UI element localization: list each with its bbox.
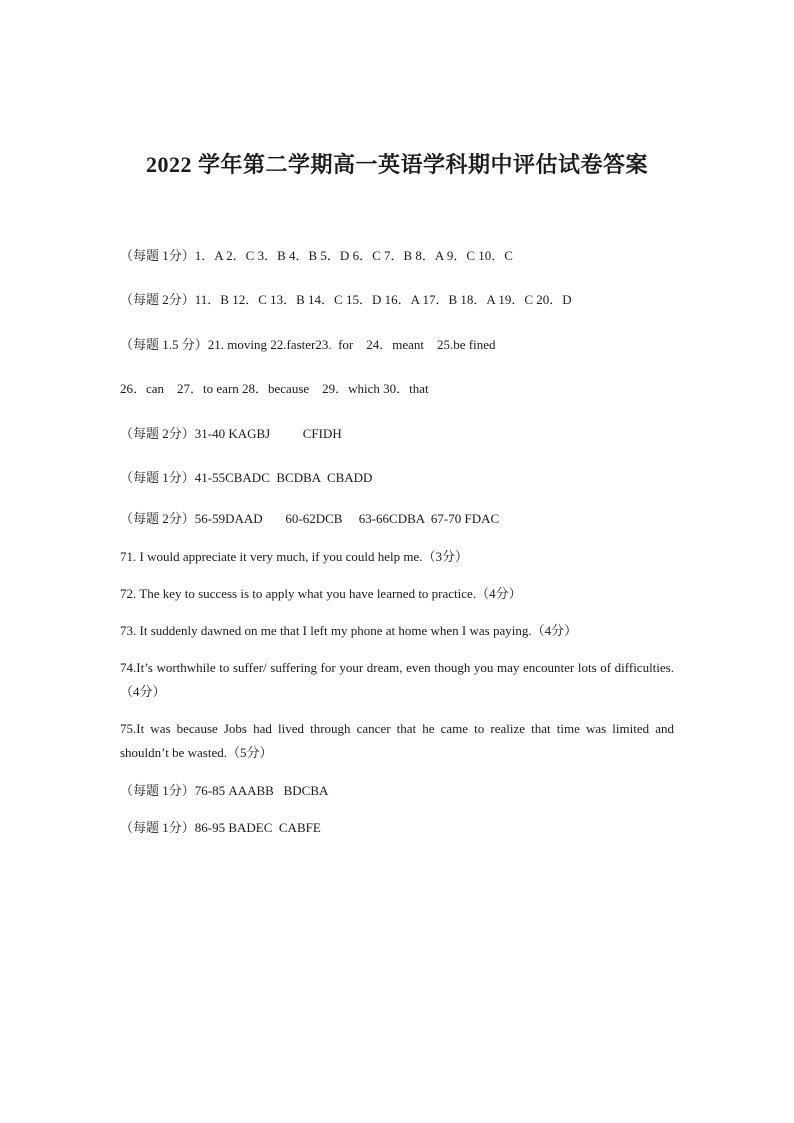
answers-11-20: （每题 2分）11．B 12．C 13．B 14．C 15．D 16．A 17．B 18．A 19．C 20．D xyxy=(120,292,572,307)
answer-73: 73. It suddenly dawned on me that I left my phone at home when I was paying.（4分） xyxy=(120,623,578,638)
answers-56-70: （每题 2分）56-59DAAD 60-62DCB 63-66CDBA 67-70 FDAC xyxy=(120,511,500,526)
answers-26-30: 26．can 27．to earn 28．because 29．which 30．that xyxy=(120,381,429,396)
answers-21-25: （每题 1.5 分）21. moving 22.faster23. for 24．meant 25.be fined xyxy=(120,337,496,352)
answer-71: 71. I would appreciate it very much, if you could help me.（3分） xyxy=(120,549,469,564)
answers-1-10: （每题 1分）1．A 2．C 3．B 4．B 5．D 6．C 7．B 8．A 9．C 10．C xyxy=(120,248,513,263)
answer-75: 75.It was because Jobs had lived through cancer that he came to realize that time was limited and shouldn’t be wasted.（5分） xyxy=(120,721,674,760)
document-title: 2022 学年第二学期高一英语学科期中评估试卷答案 xyxy=(145,152,648,177)
answers-41-55: （每题 1分）41-55CBADC BCDBA CBADD xyxy=(120,470,373,485)
answers-76-85: （每题 1分）76-85 AAABB BDCBA xyxy=(120,783,329,798)
answers-86-95: （每题 1分）86-95 BADEC CABFE xyxy=(120,820,321,835)
answers-31-40: （每题 2分）31-40 KAGBJ CFIDH xyxy=(120,426,342,441)
answer-72: 72. The key to success is to apply what you have learned to practice.（4分） xyxy=(120,586,522,601)
answer-74: 74.It’s worthwhile to suffer/ suffering for your dream, even though you may encounter lots of difficulties. （4分） xyxy=(120,660,674,699)
